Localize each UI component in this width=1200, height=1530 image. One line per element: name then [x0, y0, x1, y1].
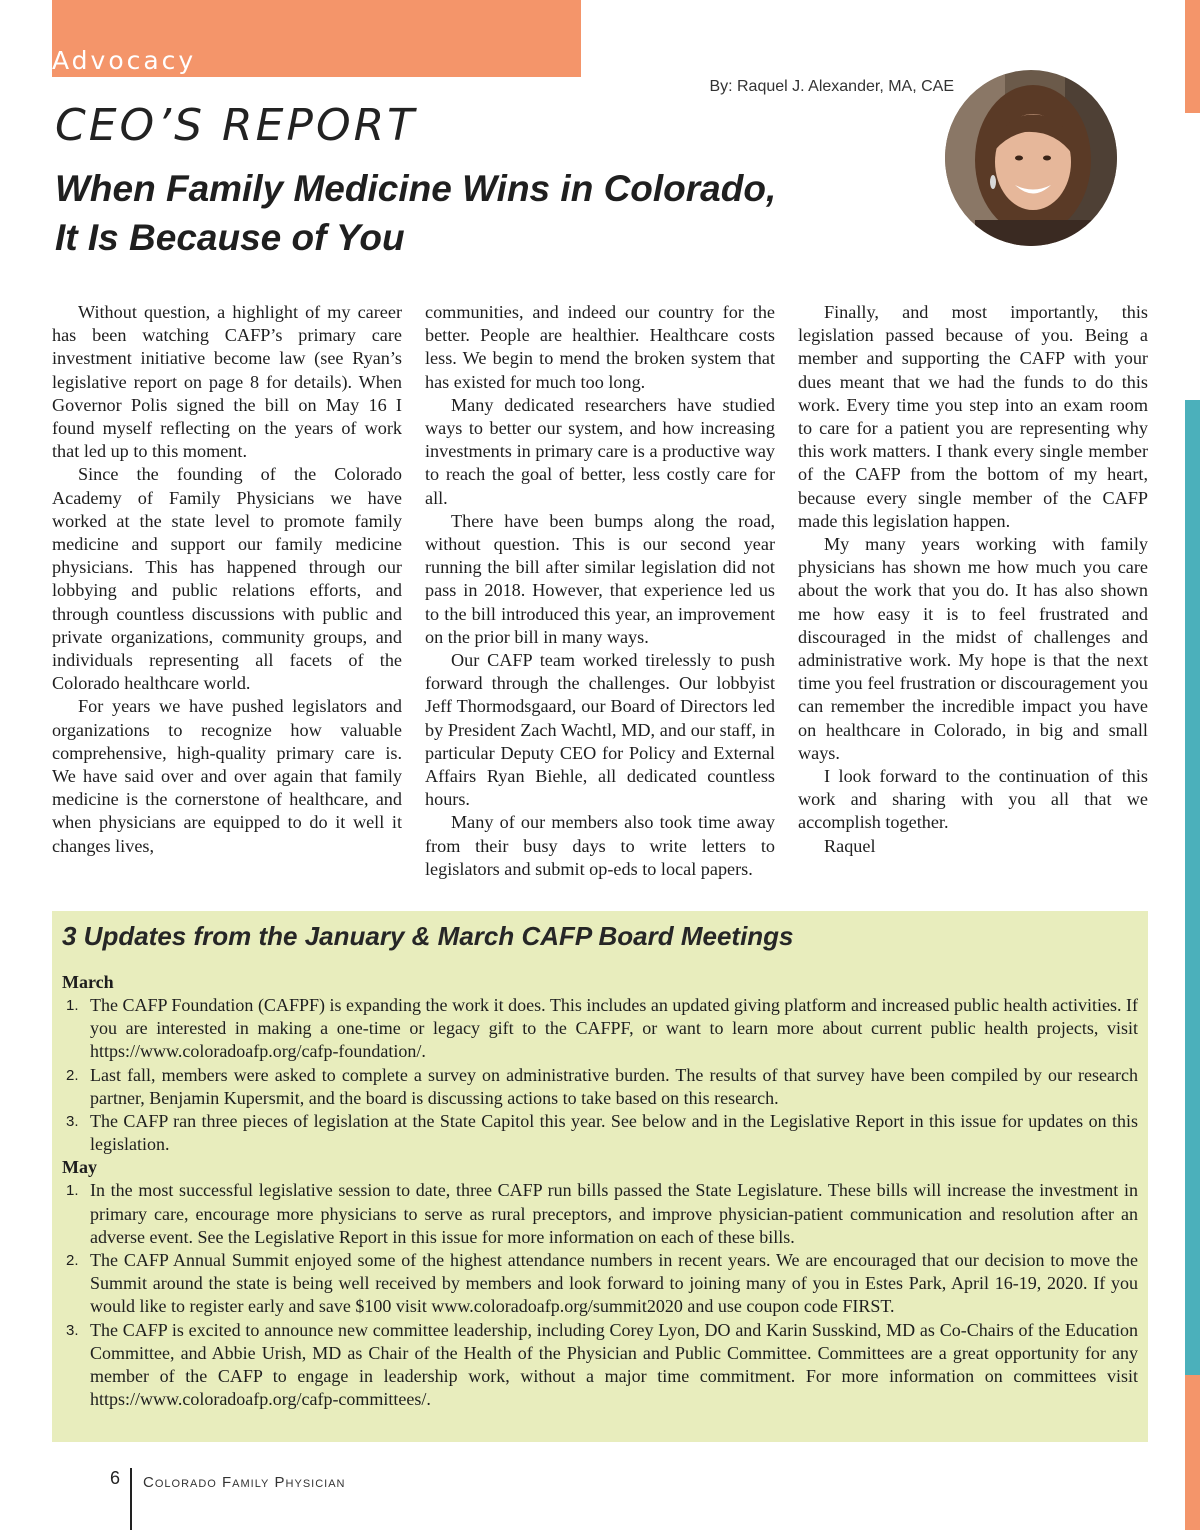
list-item: 3. The CAFP ran three pieces of legislation at the State Capitol this year. See below and in the Legislative Report in this issue for updates on this legislation. [66, 1111, 1138, 1155]
section-label: Advocacy [52, 46, 197, 75]
list-item: 1. In the most successful legislative session to date, three CAFP run bills passed the State Legislature. These bills will increase the investment in primary care, encourage more physicians to serve as rural preceptors, and improve physician-patient communication and resolution after an adverse event. See the Legislative Report in this issue for more information on each of these bills. [66, 1180, 1138, 1247]
article-column-3 [798, 301, 1148, 858]
updates-title: 3 Updates from the January & March CAFP Board Meetings [62, 921, 794, 951]
publication-title: Colorado Family Physician [143, 1474, 346, 1491]
may-updates-list [62, 1179, 1138, 1411]
paragraph: Finally, and most importantly, this legislation passed because of you. Being a member and supporting the CAFP with your dues meant that we had the funds to do this work. Every time you step into an exam room to care for a patient you are representing why this work matters. I thank every single member of the CAFP from the bottom of my heart, because every single member of the CAFP made this legislation happen. [798, 302, 1148, 531]
updates-sidebar [52, 911, 1148, 1442]
edge-accent-middle [1185, 400, 1200, 1375]
paragraph: Without question, a highlight of my career has been watching CAFP’s primary care investment initiative become law (see Ryan’s legislative report on page 8 for details). When Governor Polis signed the bill on May 16 I found myself reflecting on the years of work that led up to this moment. [52, 302, 402, 462]
headline-line-2: It Is Because of You [55, 217, 405, 258]
section-banner [52, 0, 581, 77]
list-item: 2. The CAFP Annual Summit enjoyed some of the highest attendance numbers in recent years. We are encouraged that our decision to move the Summit around the state is being well received by members and look forward to joining many of you in Estes Park, April 16-19, 2020. If you would like to register early and save $100 visit www.coloradoafp.org/summit2020 and use coupon code FIRST. [66, 1250, 1138, 1317]
paragraph: I look forward to the continuation of this work and sharing with you all that we accomplish together. [798, 766, 1148, 833]
edge-accent-top [1185, 0, 1200, 113]
author-byline: By: Raquel J. Alexander, MA, CAE [709, 78, 954, 95]
report-title: CEO’S REPORT [55, 100, 418, 151]
signature: Raquel [824, 835, 876, 856]
list-item: 3. The CAFP is excited to announce new committee leadership, including Corey Lyon, DO and Karin Susskind, MD as Co-Chairs of the Education Committee, and Abbie Urish, MD as Chair of the Health of the Physician and Public Committee. Committees are a great opportunity for any member of the CAFP to engage in leadership work, without a major time commitment. For more information on committees visit https://www.coloradoafp.org/cafp-committees/. [66, 1319, 1138, 1410]
paragraph: There have been bumps along the road, without question. This is our second year running the bill after similar legislation did not pass in 2018. However, that experience led us to the bill introduced this year, an improvement on the prior bill in many ways. [425, 510, 775, 647]
edge-accent-bottom [1185, 1375, 1200, 1530]
article-column-2 [425, 301, 775, 881]
month-heading-may: May [62, 1157, 97, 1178]
list-item: 1. The CAFP Foundation (CAFPF) is expanding the work it does. This includes an updated giving platform and increased public health activities. If you are interested in making a one-time or legacy gift to the CAFPF, or want to learn more about current public health projects, visit https://www.coloradoafp.org/cafp-foundation/. [66, 995, 1138, 1062]
headline-line-1: When Family Medicine Wins in Colorado, [55, 168, 777, 209]
march-updates-list [62, 994, 1138, 1156]
paragraph: Since the founding of the Colorado Academy of Family Physicians we have worked at the state level to promote family medicine and support our family medicine physicians. This has happened through our lobbying and public relations efforts, and through countless discussions with public and private organizations, community groups, and individuals representing all facets of the Colorado healthcare world. [52, 464, 402, 694]
paragraph: For years we have pushed legislators and organizations to recognize how valuable comprehensive, high-quality primary care is. We have said over and over again that family medicine is the cornerstone of healthcare, and when physicians are equipped to do it well it changes lives, [52, 696, 402, 856]
page-number: 6 [110, 1468, 121, 1488]
article-column-1 [52, 301, 402, 858]
paragraph: communities, and indeed our country for the better. People are healthier. Healthcare costs less. We begin to mend the broken system that has existed for much too long. [425, 302, 775, 392]
paragraph: Many dedicated researchers have studied ways to better our system, and how increasing investments in primary care is a productive way to reach the goal of better, less costly care for all. [425, 394, 775, 508]
paragraph: Many of our members also took time away from their busy days to write letters to legislators and submit op-eds to local papers. [425, 812, 775, 879]
paragraph: My many years working with family physicians has shown me how much you care about the work that you do. It has also shown me how easy it is to feel frustrated and discouraged in the midst of challenges and administrative work. My hope is that the next time you feel frustration or discouragement you can remember the incredible impact you have on healthcare in Colorado, in big and small ways. [798, 534, 1148, 763]
footer-divider [130, 1468, 132, 1530]
list-item: 2. Last fall, members were asked to complete a survey on administrative burden. The results of that survey have been compiled by our research partner, Benjamin Kupersmit, and the board is discussing actions to take based on this research. [66, 1064, 1138, 1108]
author-photo [945, 70, 1117, 246]
headline [55, 164, 776, 262]
month-heading-march: March [62, 972, 114, 992]
paragraph: Our CAFP team worked tirelessly to push forward through the challenges. Our lobbyist Jeff Thormodsgaard, our Board of Directors led by President Zach Wachtl, MD, and our staff, in particular Deputy CEO for Policy and External Affairs Ryan Biehle, all dedicated countless hours. [425, 650, 775, 810]
